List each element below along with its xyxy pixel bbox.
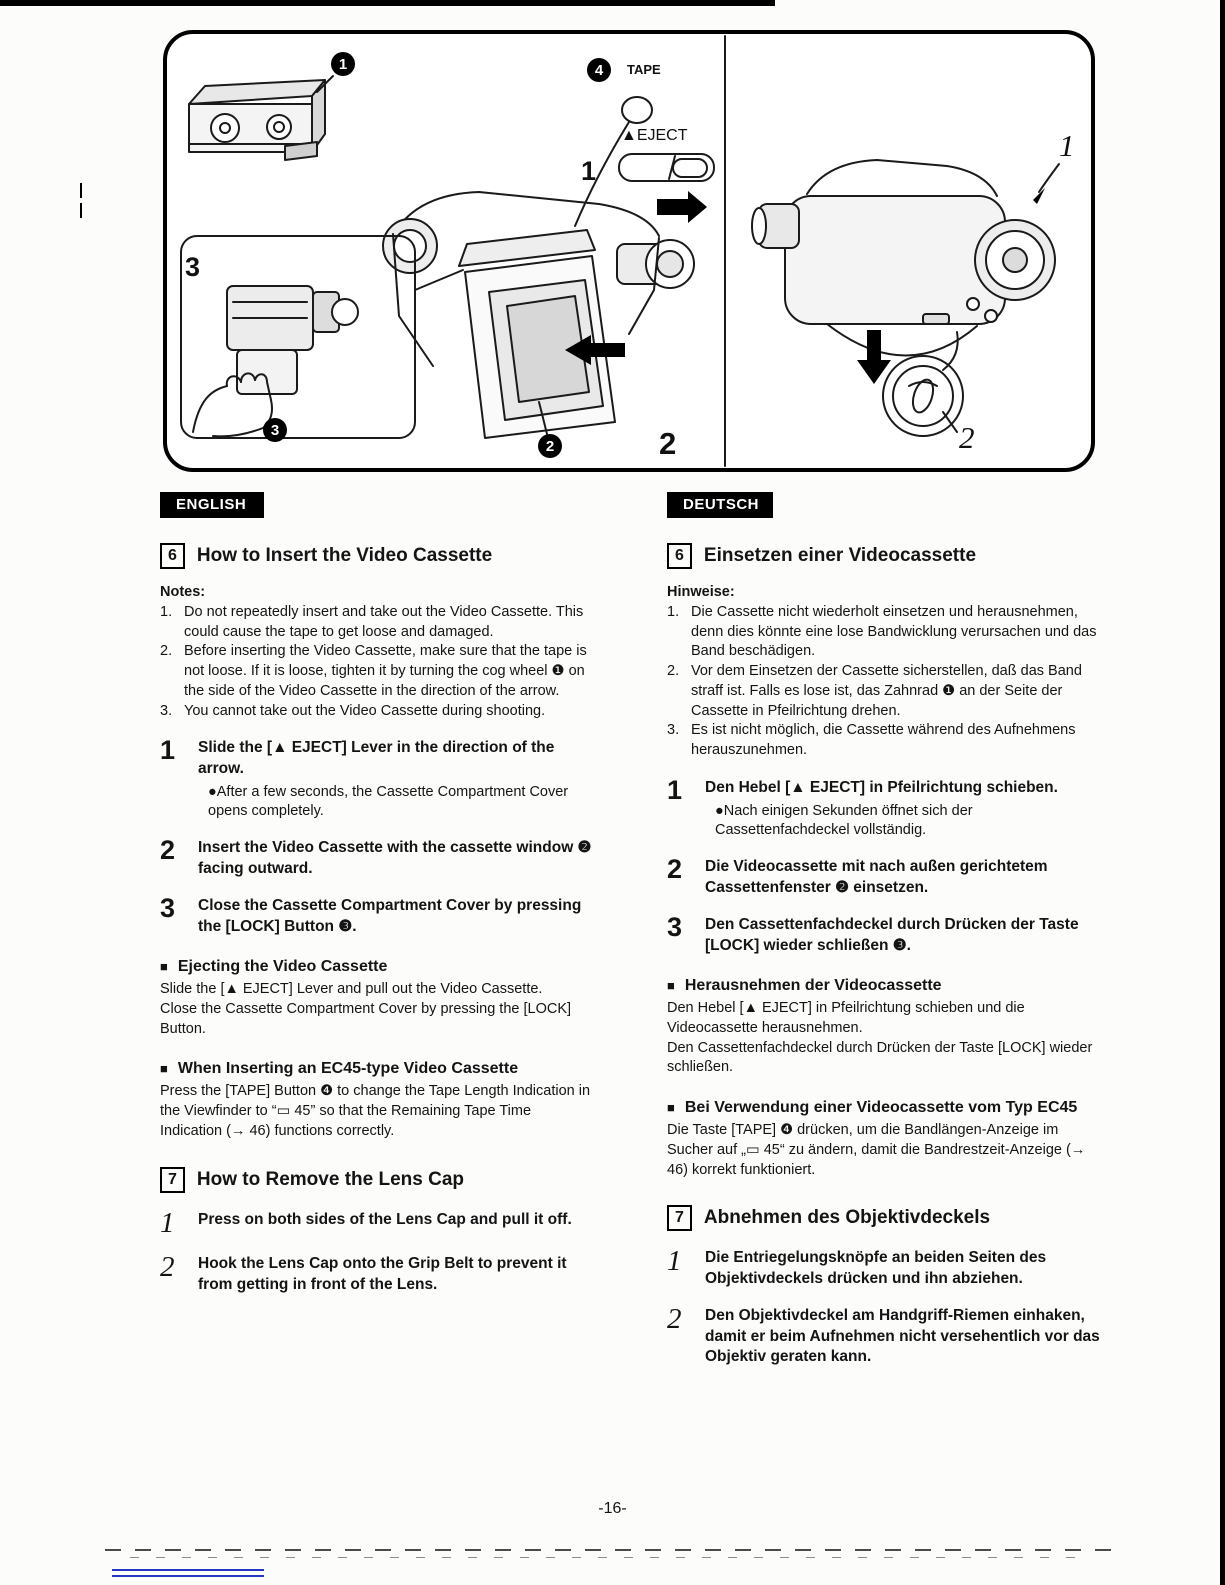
step-item bbox=[667, 774, 1102, 841]
subsection-title: When Inserting an EC45-type Video Cassette bbox=[177, 1060, 519, 1078]
step-text: Insert the Video Cassette with the cassette window ❷ facing outward. bbox=[198, 839, 592, 877]
scan-artifact-mark bbox=[80, 203, 82, 218]
paragraph: Slide the [▲ EJECT] Lever and pull out the Video Cassette. bbox=[160, 981, 543, 998]
paragraph: Die Taste [TAPE] ❹ drücken, um die Bandlängen-Anzeige im Sucher auf „▭ 45“ zu ändern, damit die Bandrestzeit-Anzeige (→ 46) korrekt funktioniert. bbox=[667, 1122, 1086, 1178]
step-text: Den Hebel [▲ EJECT] in Pfeilrichtung schieben. bbox=[705, 778, 1058, 796]
svg-text:3: 3 bbox=[270, 422, 280, 439]
step-text: Die Entriegelungsknöpfe an beiden Seiten des Objektivdeckels drücken und ihn abziehen. bbox=[705, 1249, 1047, 1287]
section-title: How to Remove the Lens Cap bbox=[196, 1168, 465, 1190]
illustration-panel bbox=[163, 30, 1095, 472]
note-text: Es ist nicht möglich, die Cassette während des Aufnehmens herauszunehmen. bbox=[691, 722, 1076, 759]
square-bullet-icon: ■ bbox=[667, 978, 675, 994]
note-item bbox=[160, 603, 595, 642]
column-english bbox=[160, 492, 595, 1368]
svg-text:1: 1 bbox=[338, 56, 348, 73]
section-number-box: 6 bbox=[667, 543, 692, 569]
square-bullet-icon: ■ bbox=[667, 1100, 675, 1116]
step-item bbox=[667, 1245, 1102, 1289]
tape-badge: 4 bbox=[594, 62, 604, 79]
tape-label: TAPE bbox=[627, 62, 661, 77]
section-number-box: 7 bbox=[160, 1167, 185, 1193]
callout-badge-3 bbox=[263, 418, 287, 442]
step-item bbox=[160, 835, 595, 879]
subsection-title: Ejecting the Video Cassette bbox=[177, 958, 388, 976]
eject-lever-drawing bbox=[581, 127, 714, 223]
note-item bbox=[667, 662, 1102, 721]
svg-text:2: 2 bbox=[545, 438, 555, 455]
figure-drawing bbox=[167, 34, 1091, 468]
step-note: ●Nach einigen Sekunden öffnet sich der Cassettenfachdeckel vollständig. bbox=[715, 803, 973, 839]
step-item bbox=[160, 735, 595, 821]
note-item bbox=[667, 603, 1102, 662]
section-7-heading-en bbox=[160, 1167, 595, 1193]
scan-artifact-right bbox=[1220, 0, 1225, 1585]
manual-text bbox=[160, 492, 1102, 1368]
note-text: Do not repeatedly insert and take out the Video Cassette. This could cause the tape to get loose and damaged. bbox=[184, 604, 584, 640]
subsection-title: Bei Verwendung einer Videocassette vom Typ EC45 bbox=[684, 1099, 1078, 1117]
step-note: ●After a few seconds, the Cassette Compartment Cover opens completely. bbox=[208, 784, 569, 820]
step-text: Press on both sides of the Lens Cap and pull it off. bbox=[198, 1210, 572, 1228]
step-number: 2 bbox=[160, 1251, 175, 1284]
step-number: 2 bbox=[160, 835, 176, 866]
note-item bbox=[667, 721, 1102, 760]
step-item bbox=[160, 1251, 595, 1295]
camcorder-open-drawing bbox=[383, 192, 694, 461]
scan-artifact-dashes bbox=[130, 1557, 1090, 1558]
video-cassette-drawing bbox=[189, 80, 325, 160]
scan-artifact-mark bbox=[80, 183, 82, 198]
down-arrow-icon bbox=[857, 330, 891, 384]
section-number-box: 7 bbox=[667, 1205, 692, 1231]
step-item bbox=[160, 893, 595, 937]
step-item bbox=[667, 854, 1102, 898]
step-number: 1 bbox=[160, 1206, 175, 1239]
note-text: Before inserting the Video Cassette, make sure that the tape is not loose. If it is loose, tighten it by turning the cog wheel ❶ on the side of the Video Cassette in the direction of the arrow. bbox=[184, 643, 587, 699]
subsection-heading bbox=[667, 1098, 1102, 1118]
section-6-heading-de bbox=[667, 543, 1102, 569]
note-text: Vor dem Einsetzen der Cassette sicherstellen, daß das Band straff ist. Falls es lose ist, das Zahnrad ❶ an der Seite der Cassette in Pfeilrichtung drehen. bbox=[691, 663, 1082, 719]
note-text: You cannot take out the Video Cassette during shooting. bbox=[184, 702, 546, 719]
step-text: Die Videocassette mit nach außen gerichtetem Cassettenfenster ❷ einsetzen. bbox=[705, 858, 1048, 896]
note-number: 2. bbox=[667, 663, 680, 680]
section-number-box: 6 bbox=[160, 543, 185, 569]
paragraph: Press the [TAPE] Button ❹ to change the Tape Length Indication in the Viewfinder to “▭ 45” so that the Remaining Tape Time Indication (→ 46) functions correctly. bbox=[160, 1083, 591, 1139]
step-number: 2 bbox=[667, 1303, 682, 1336]
right-arrow-icon bbox=[657, 191, 707, 223]
subsection-heading bbox=[160, 1059, 595, 1079]
step-item bbox=[160, 1206, 595, 1239]
callout-badge-1 bbox=[317, 52, 355, 92]
note-number: 1. bbox=[160, 604, 173, 620]
eject-label: ▲EJECT bbox=[621, 127, 688, 144]
scan-artifact-dashes bbox=[105, 1549, 1115, 1551]
note-text: Die Cassette nicht wiederholt einsetzen und herausnehmen, denn dies könnte eine lose Bandwicklung verursachen und das Band beschädigen. bbox=[691, 604, 1097, 660]
step-text: Hook the Lens Cap onto the Grip Belt to prevent it from getting in front of the Lens. bbox=[198, 1255, 567, 1293]
section-title: How to Insert the Video Cassette bbox=[196, 545, 493, 566]
section-title: Abnehmen des Objektivdeckels bbox=[703, 1207, 991, 1229]
right-callout-2 bbox=[943, 412, 975, 455]
step-number: 1 bbox=[160, 735, 176, 766]
language-label-german: DEUTSCH bbox=[667, 492, 773, 518]
figure-callout-1: 1 bbox=[581, 156, 597, 186]
section-7-heading-de bbox=[667, 1205, 1102, 1231]
subsection-heading bbox=[667, 976, 1102, 996]
square-bullet-icon: ■ bbox=[160, 1061, 168, 1077]
paragraph: Den Hebel [▲ EJECT] in Pfeilrichtung schieben und die Videocassette herausnehmen. bbox=[667, 1000, 1025, 1036]
figure-callout-3: 3 bbox=[185, 252, 201, 282]
step-item bbox=[667, 1303, 1102, 1367]
page-number: -16- bbox=[598, 1500, 627, 1517]
svg-text:1: 1 bbox=[1059, 128, 1075, 163]
note-item bbox=[160, 702, 595, 722]
note-number: 1. bbox=[667, 604, 680, 620]
note-number: 3. bbox=[160, 702, 173, 719]
note-item bbox=[160, 642, 595, 701]
scan-artifact-top bbox=[0, 0, 775, 6]
square-bullet-icon: ■ bbox=[160, 959, 168, 975]
paragraph: Close the Cassette Compartment Cover by pressing the [LOCK] Button. bbox=[160, 1001, 572, 1037]
subsection-title: Herausnehmen der Videocassette bbox=[684, 977, 942, 995]
note-number: 3. bbox=[667, 722, 680, 739]
step-number: 3 bbox=[160, 893, 176, 924]
language-label-english: ENGLISH bbox=[160, 492, 264, 518]
step-number: 2 bbox=[667, 854, 683, 885]
step-text: Close the Cassette Compartment Cover by pressing the [LOCK] Button ❸. bbox=[198, 897, 582, 935]
step-text: Den Objektivdeckel am Handgriff-Riemen einhaken, damit er beim Aufnehmen nicht versehentlich vor das Objektiv geraten kann. bbox=[705, 1307, 1100, 1366]
step-text: Den Cassettenfachdeckel durch Drücken der Taste [LOCK] wieder schließen ❸. bbox=[705, 916, 1079, 954]
section-6-heading-en bbox=[160, 543, 595, 569]
camcorder-side-drawing bbox=[752, 160, 1055, 370]
svg-text:2: 2 bbox=[959, 420, 975, 455]
notes-heading: Notes: bbox=[160, 584, 206, 600]
notes-heading: Hinweise: bbox=[667, 584, 735, 600]
step-text: Slide the [▲ EJECT] Lever in the direction of the arrow. bbox=[198, 739, 555, 777]
figure-callout-2: 2 bbox=[659, 426, 677, 461]
step-number: 1 bbox=[667, 1245, 682, 1278]
step-item bbox=[667, 912, 1102, 956]
paragraph: Den Cassettenfachdeckel durch Drücken der Taste [LOCK] wieder schließen. bbox=[667, 1039, 1093, 1076]
note-number: 2. bbox=[160, 643, 173, 660]
subsection-heading bbox=[160, 957, 595, 977]
right-callout-1 bbox=[1033, 128, 1075, 204]
step-number: 1 bbox=[667, 774, 683, 805]
section-title: Einsetzen einer Videocassette bbox=[703, 545, 977, 566]
column-german bbox=[667, 492, 1102, 1368]
scan-artifact-blue-line bbox=[112, 1569, 264, 1577]
step-number: 3 bbox=[667, 912, 683, 943]
